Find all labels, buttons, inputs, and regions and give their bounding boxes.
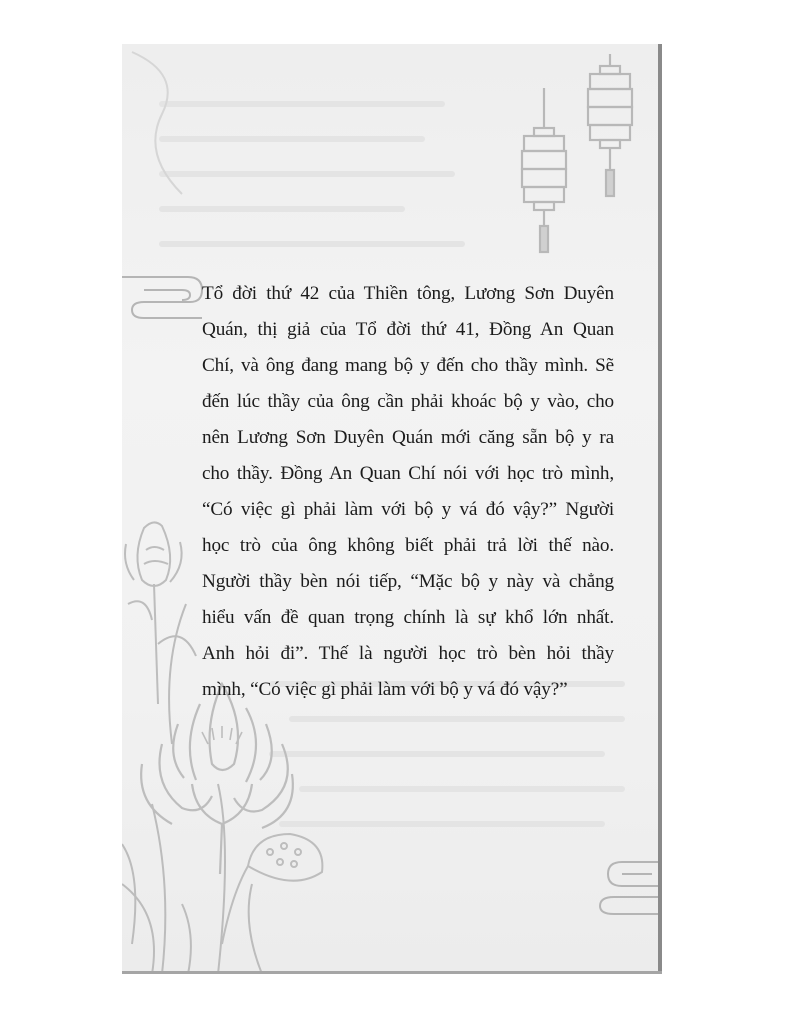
page-spine-edge xyxy=(658,44,662,974)
cloud-scroll-icon xyxy=(600,862,662,914)
text-line: Tổ đời thứ 42 của Thiền tông, Lương Sơn Duyên xyxy=(202,283,614,304)
book-page xyxy=(122,44,662,974)
lotus-seedpod-icon xyxy=(222,834,322,944)
lantern-icon xyxy=(522,88,566,252)
text-line: cho thầy. Đồng An Quan Chí nói với học trò mình, xyxy=(202,463,614,484)
body-text xyxy=(202,276,614,708)
text-line: nên Lương Sơn Duyên Quán mới căng sẵn bộ y ra xyxy=(202,427,614,448)
text-line: đến lúc thầy của ông cần phải khoác bộ y vào, cho xyxy=(202,391,614,412)
text-line: học trò của ông không biết phải trả lời thế nào. xyxy=(202,535,614,556)
text-line: Chí, và ông đang mang bộ y đến cho thầy mình. Sẽ xyxy=(202,355,614,376)
lantern-icon xyxy=(588,54,632,196)
page-bottom-edge xyxy=(122,971,662,974)
cloud-scroll-icon xyxy=(122,277,202,318)
lotus-stamens xyxy=(202,726,242,744)
text-line: hiểu vấn đề quan trọng chính là sự khổ lớn nhất. xyxy=(202,607,614,628)
text-line: mình, “Có việc gì phải làm với bộ y vá đó vậy?” xyxy=(202,679,568,700)
lotus-bud-icon xyxy=(125,522,182,704)
text-line: Người thầy bèn nói tiếp, “Mặc bộ y này và chẳng xyxy=(202,571,614,592)
text-line: “Có việc gì phải làm với bộ y vá đó vậy?” Người xyxy=(202,499,614,520)
text-line: Anh hỏi đi”. Thế là người học trò bèn hỏi thầy xyxy=(202,643,614,664)
text-line: Quán, thị giả của Tổ đời thứ 41, Đồng An Quan xyxy=(202,319,614,340)
lotus-flower-icon xyxy=(141,684,293,874)
